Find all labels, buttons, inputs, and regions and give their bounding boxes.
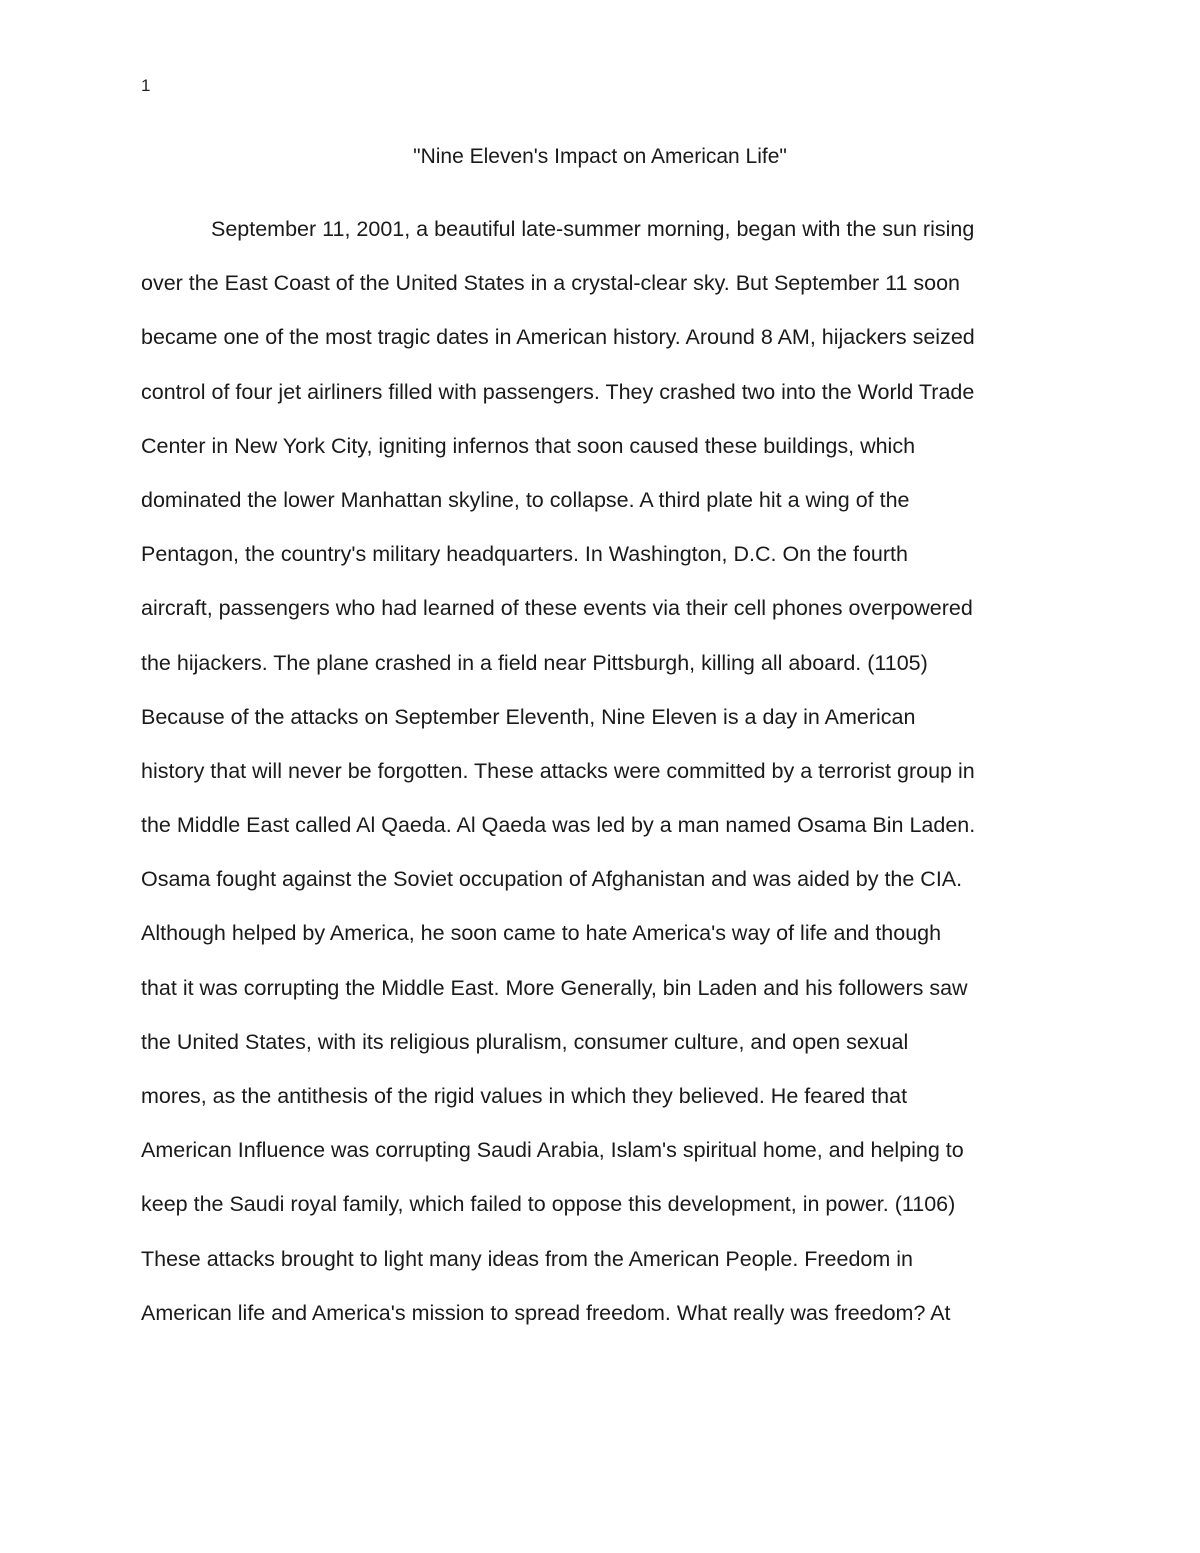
text-line: September 11, 2001, a beautiful late-summer morning, began with the sun rising bbox=[211, 217, 975, 241]
text-line: mores, as the antithesis of the rigid values in which they believed. He feared that bbox=[141, 1084, 908, 1108]
text-line: keep the Saudi royal family, which failed to oppose this development, in power. (1106) bbox=[141, 1192, 956, 1217]
text-line: Osama fought against the Soviet occupation of Afghanistan and was aided by the CIA. bbox=[141, 867, 963, 892]
text-line: the hijackers. The plane crashed in a field near Pittsburgh, killing all aboard. (1105) bbox=[141, 650, 928, 675]
text-line: the United States, with its religious pluralism, consumer culture, and open sexual bbox=[141, 1029, 909, 1054]
text-line: Pentagon, the country's military headquarters. In Washington, D.C. On the fourth bbox=[141, 542, 908, 567]
text-line: Center in New York City, igniting infernos that soon caused these buildings, which bbox=[141, 433, 916, 458]
text-line: became one of the most tragic dates in American history. Around 8 AM, hijackers seized bbox=[141, 325, 975, 350]
text-line: aircraft, passengers who had learned of these events via their cell phones overpowered bbox=[141, 596, 973, 621]
body-text bbox=[141, 202, 1061, 1340]
text-line: that it was corrupting the Middle East. More Generally, bin Laden and his followers saw bbox=[141, 975, 968, 1000]
text-line: history that will never be forgotten. These attacks were committed by a terrorist group in bbox=[141, 758, 975, 783]
document-title: "Nine Eleven's Impact on American Life" bbox=[413, 145, 787, 168]
text-line: the Middle East called Al Qaeda. Al Qaeda was led by a man named Osama Bin Laden. bbox=[141, 813, 976, 838]
text-line: These attacks brought to light many ideas from the American People. Freedom in bbox=[141, 1246, 914, 1271]
text-line: dominated the lower Manhattan skyline, to collapse. A third plate hit a wing of the bbox=[141, 487, 910, 512]
text-line: control of four jet airliners filled with passengers. They crashed two into the World Trade bbox=[141, 379, 975, 404]
text-line: American Influence was corrupting Saudi Arabia, Islam's spiritual home, and helping to bbox=[141, 1138, 964, 1163]
text-line: American life and America's mission to spread freedom. What really was freedom? At bbox=[141, 1300, 951, 1325]
text-line: Although helped by America, he soon came to hate America's way of life and though bbox=[141, 921, 942, 946]
text-line: Because of the attacks on September Eleventh, Nine Eleven is a day in American bbox=[141, 704, 916, 729]
text-line: over the East Coast of the United States in a crystal-clear sky. But September 11 soon bbox=[141, 271, 960, 296]
page-number: 1 bbox=[141, 76, 151, 95]
